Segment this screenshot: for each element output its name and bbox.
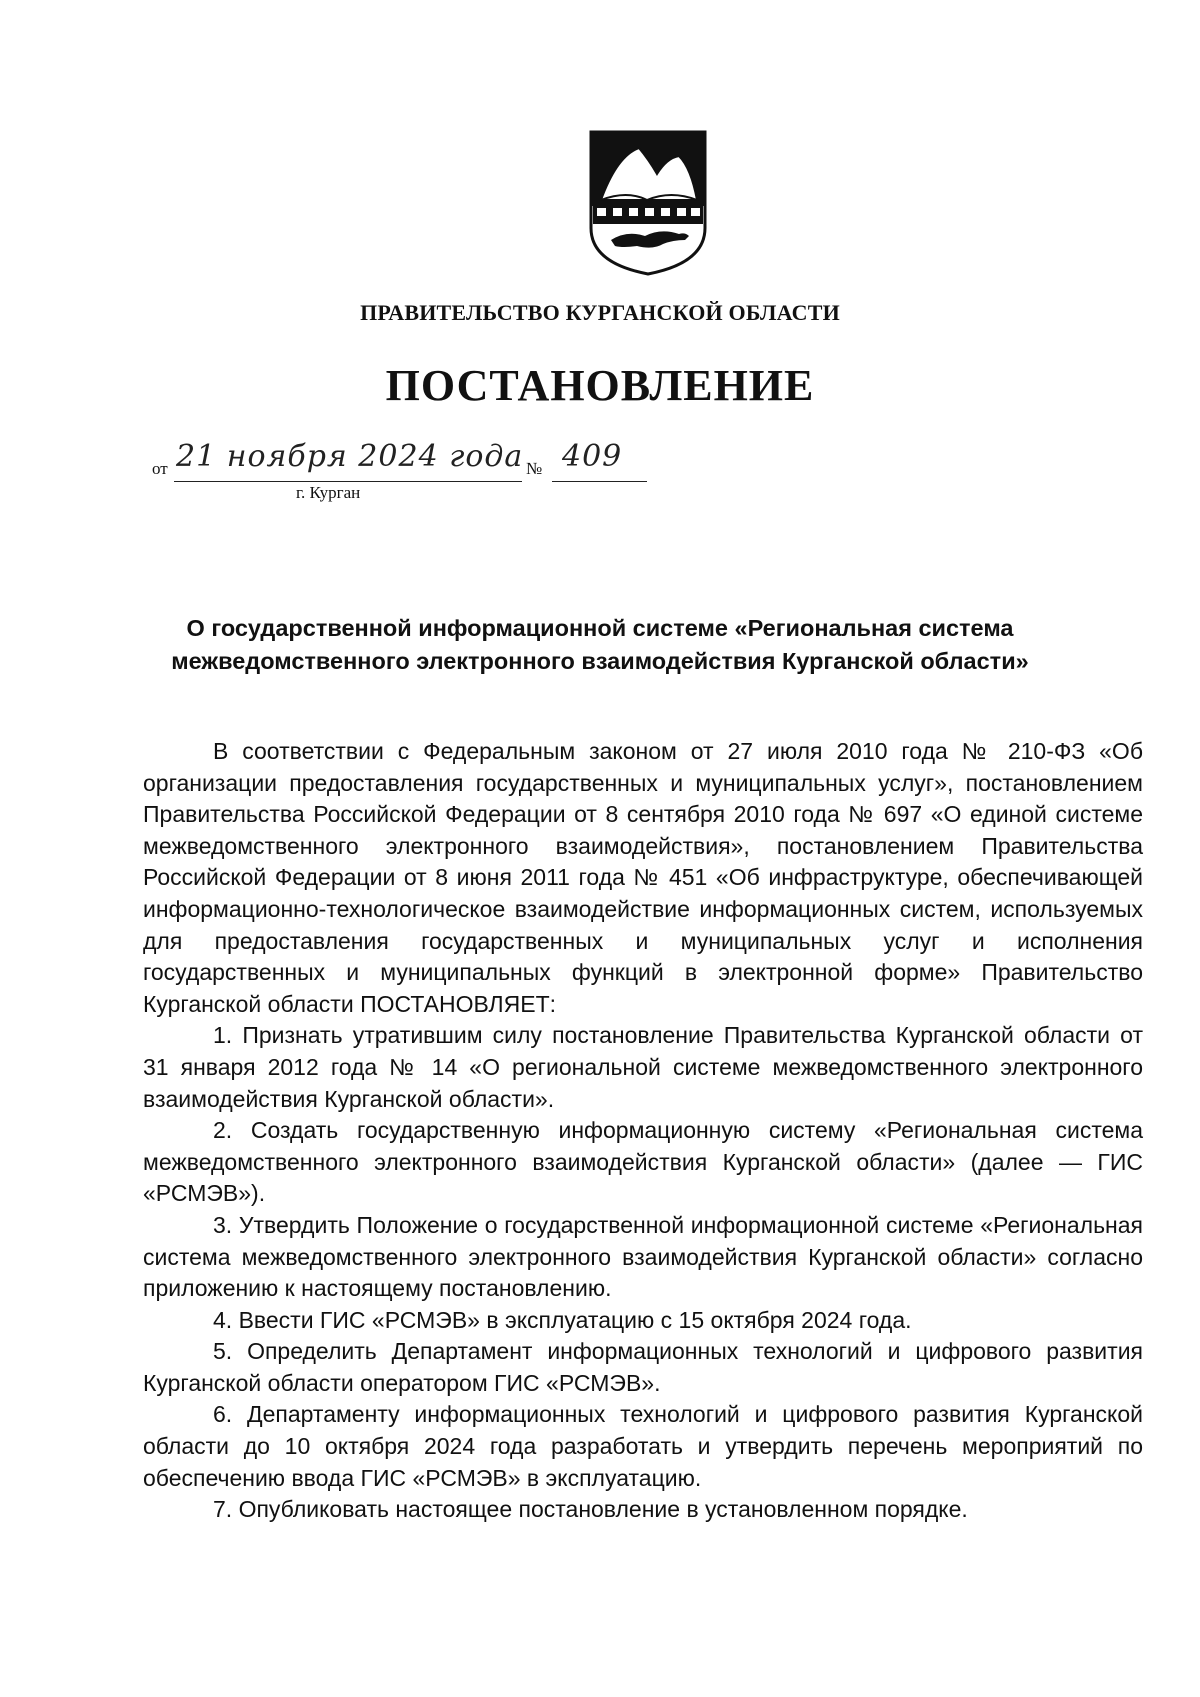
from-label: от xyxy=(152,459,168,478)
document-title xyxy=(0,612,1200,678)
title-line-2: межведомственного электронного взаимодействия Курганской области» xyxy=(171,648,1029,674)
title-line-1: О государственной информационной системе «Региональная система xyxy=(186,615,1014,641)
list-item: 2. Создать государственную информационную систему «Региональная система межведомственного электронного взаимодействия Курганской области» (далее — ГИС «РСМЭВ»). xyxy=(143,1117,1143,1207)
list-item: 4. Ввести ГИС «РСМЭВ» в эксплуатацию с 15 октября 2024 года. xyxy=(213,1306,912,1333)
handwritten-date: 21 ноября 2024 года xyxy=(176,439,524,474)
list-item: 1. Признать утратившим силу постановление Правительства Курганской области от 31 января 2012 года № 14 «О региональной системе межведомственного электронного взаимодействия Курганской области». xyxy=(143,1022,1143,1112)
list-item: 5. Определить Департамент информационных технологий и цифрового развития Курганской области оператором ГИС «РСМЭВ». xyxy=(143,1338,1143,1396)
handwritten-number: 409 xyxy=(562,439,623,474)
date-number-line xyxy=(152,439,672,505)
list-item: 7. Опубликовать настоящее постановление в установленном порядке. xyxy=(213,1496,968,1523)
list-item: 6. Департаменту информационных технологий и цифрового развития Курганской области до 10 октября 2024 года разработать и утвердить перечень мероприятий по обеспечению ввода ГИС «РСМЭВ» в эксплуатацию. xyxy=(143,1401,1143,1491)
preamble-paragraph: В соответствии с Федеральным законом от 27 июля 2010 года № 210-ФЗ «Об организации предоставления государственных и муниципальных услуг», постановлением Правительства Российской Федерации от 8 сентября 2010 года № 697 «О единой системе межведомственного электронного взаимодействия», постановлением Правительства Российской Федерации от 8 июня 2011 года № 451 «Об инфраструктуре, обеспечивающей информационно-технологическое взаимодействие информационных систем, используемых для предоставления государственных и муниципальных услуг и исполнения государственных и муниципальных функций в электронной форме» Правительство Курганской области ПОСТАНОВЛЯЕТ: xyxy=(143,738,1143,1017)
document-body xyxy=(143,736,1143,1526)
number-label: № xyxy=(526,459,543,478)
number-underline xyxy=(552,481,647,482)
organization-name: ПРАВИТЕЛЬСТВО КУРГАНСКОЙ ОБЛАСТИ xyxy=(360,300,840,325)
document-type: ПОСТАНОВЛЕНИЕ xyxy=(385,361,815,410)
list-item: 3. Утвердить Положение о государственной информационной системе «Региональная система межведомственного электронного взаимодействия Курганской области» согласно приложению к настоящему постановлению. xyxy=(143,1211,1143,1302)
date-underline xyxy=(174,481,522,482)
coat-of-arms-emblem xyxy=(587,128,709,278)
city-label: г. Курган xyxy=(296,483,361,502)
